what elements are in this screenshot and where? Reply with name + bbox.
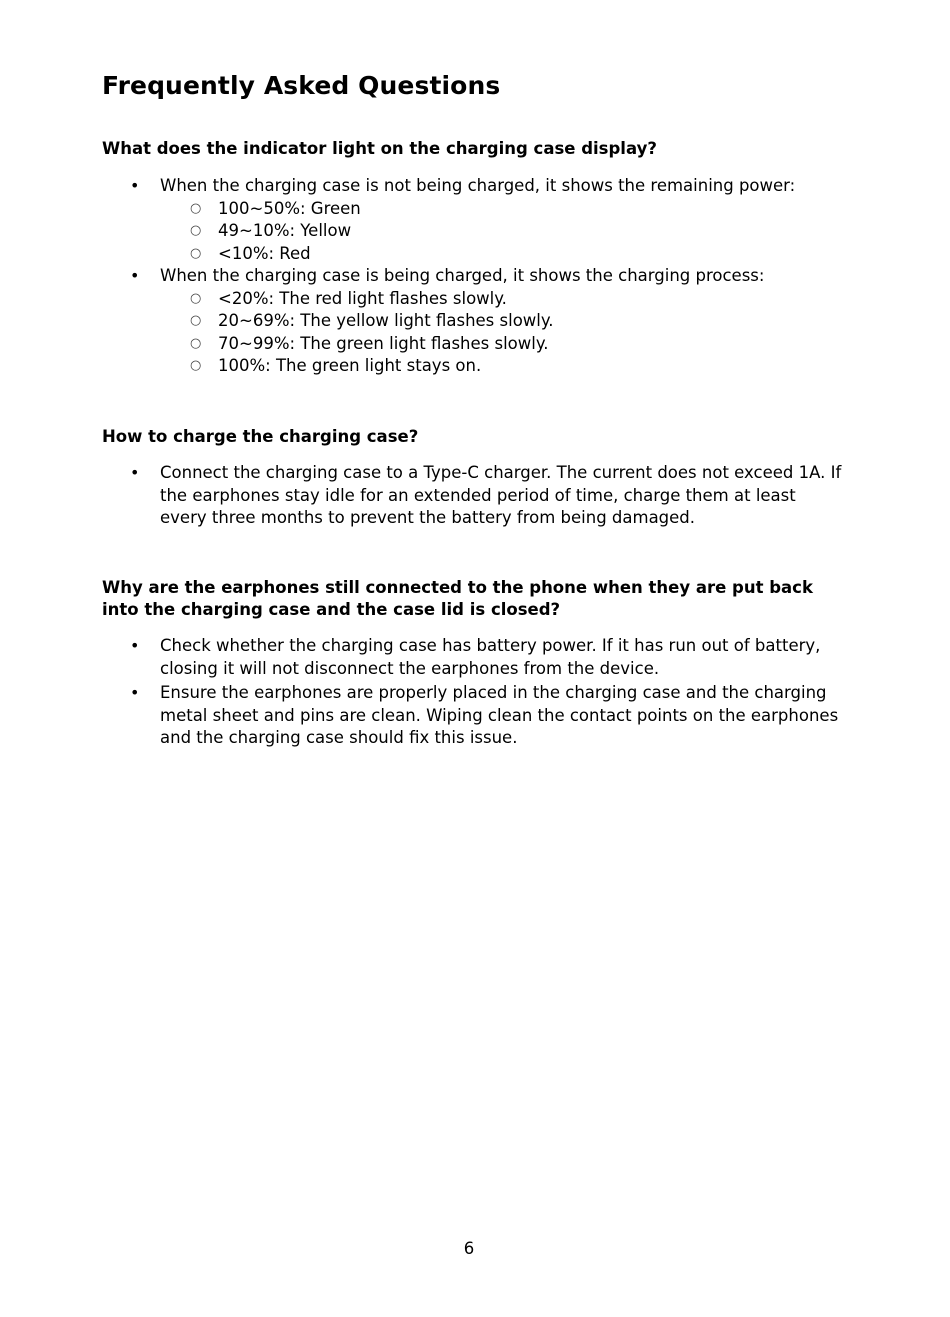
faq-answer-list xyxy=(102,175,842,378)
sub-list-item-text: 100%: The green light stays on. xyxy=(218,356,482,375)
sub-list-item xyxy=(160,333,842,356)
list-item-text: When the charging case is being charged, it shows the charging process: xyxy=(160,266,765,285)
circle-bullet-icon: ○ xyxy=(190,223,202,238)
bullet-icon: • xyxy=(130,266,140,285)
sub-list-item xyxy=(160,288,842,311)
sub-list-item xyxy=(160,220,842,243)
circle-bullet-icon: ○ xyxy=(190,245,202,261)
faq-question: How to charge the charging case? xyxy=(102,427,419,446)
list-item xyxy=(102,175,842,265)
circle-bullet-icon: ○ xyxy=(190,335,202,351)
faq-section-still-connected xyxy=(102,577,842,750)
sub-list-item-text: <10%: Red xyxy=(218,243,311,263)
list-item xyxy=(102,265,842,378)
circle-bullet-icon: ○ xyxy=(190,290,202,306)
bullet-icon: • xyxy=(130,176,140,195)
circle-bullet-icon: ○ xyxy=(190,200,202,216)
bullet-icon: • xyxy=(130,463,140,482)
faq-section-charge-case xyxy=(102,426,842,530)
circle-bullet-icon: ○ xyxy=(190,313,202,328)
sub-list-item-text: 100~50%: Green xyxy=(218,198,361,218)
bullet-icon: • xyxy=(130,636,140,655)
list-item xyxy=(102,462,842,530)
sub-list-item xyxy=(160,243,842,266)
sub-list-item-text: <20%: The red light flashes slowly. xyxy=(218,288,507,308)
sub-list-item xyxy=(160,310,842,333)
list-item xyxy=(102,682,842,750)
faq-answer-list xyxy=(102,635,842,750)
sub-list-item xyxy=(160,198,842,221)
bullet-icon: • xyxy=(130,683,140,702)
list-item-text: Connect the charging case to a Type-C charger. The current does not exceed 1A. If the earphones stay idle for an extended period of time, charge them at least every three months to prevent the battery from being damaged. xyxy=(160,463,842,527)
faq-section-indicator-light xyxy=(102,138,842,378)
sub-list-item-text: 70~99%: The green light flashes slowly. xyxy=(218,333,549,353)
faq-question: Why are the earphones still connected to the phone when they are put back into the charging case and the case lid is closed? xyxy=(102,578,813,619)
list-item xyxy=(102,635,842,680)
sub-list-item xyxy=(160,355,842,378)
faq-question: What does the indicator light on the charging case display? xyxy=(102,139,657,158)
sub-list-item-text: 20~69%: The yellow light flashes slowly. xyxy=(218,311,554,330)
sub-list xyxy=(160,288,842,378)
faq-answer-list xyxy=(102,462,842,530)
sub-list-item-text: 49~10%: Yellow xyxy=(218,221,352,240)
list-item-text: Check whether the charging case has battery power. If it has run out of battery, closing it will not disconnect the earphones from the device. xyxy=(160,636,821,678)
page-title: Frequently Asked Questions xyxy=(102,71,501,100)
sub-list xyxy=(160,198,842,266)
page-number: 6 xyxy=(463,1239,475,1258)
list-item-text: Ensure the earphones are properly placed in the charging case and the charging metal sheet and pins are clean. Wiping clean the contact points on the earphones and the charging case should fix this issue. xyxy=(160,683,839,747)
list-item-text: When the charging case is not being charged, it shows the remaining power: xyxy=(160,176,796,195)
circle-bullet-icon: ○ xyxy=(190,358,202,373)
